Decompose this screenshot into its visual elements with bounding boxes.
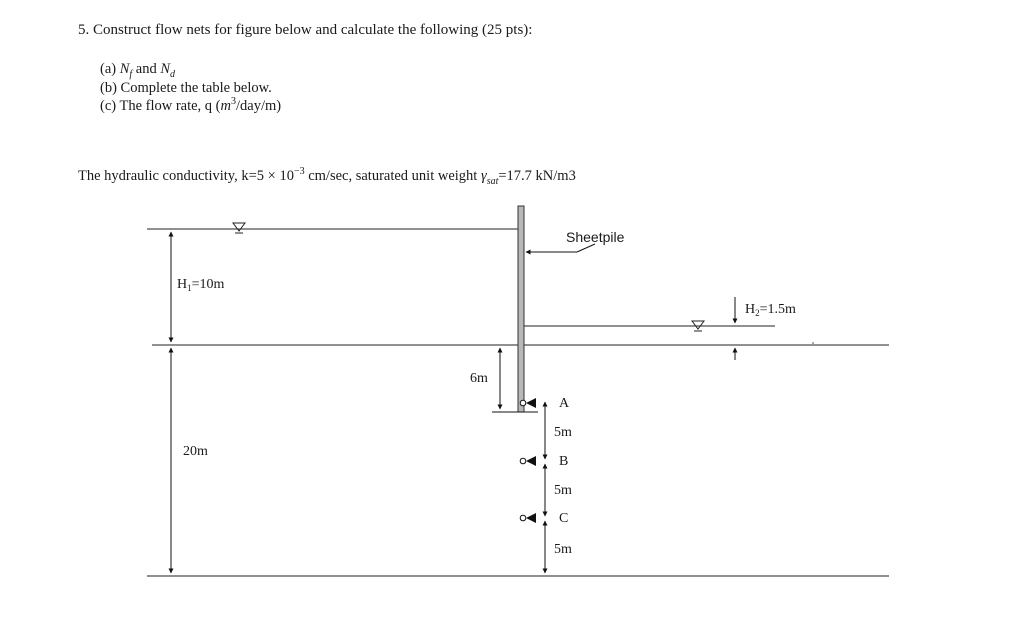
- embed-label: 6m: [470, 371, 488, 386]
- spacing-label-c-base: 5m: [554, 542, 572, 557]
- point-label-c: C: [559, 511, 569, 526]
- sheetpile-label: Sheetpile: [566, 229, 625, 245]
- point-label-a: A: [559, 396, 570, 411]
- question-title: 5. Construct flow nets for figure below and calculate the following (25 pts):: [78, 22, 533, 38]
- conductivity-statement: The hydraulic conductivity, $k=5 \times 10^{-3}$ cm/sec, saturated unit weight $\gamma_{sat}=17.7$ kN/m3: [78, 166, 576, 187]
- part-a: (a) $N_f$ and $N_d$: [100, 61, 176, 80]
- h1-label: $H_1=10m$: [177, 277, 225, 293]
- part-b: (b) Complete the table below.: [100, 79, 272, 96]
- point-marker-b: [520, 456, 536, 466]
- sheetpile: [518, 206, 524, 412]
- part-c: (c) The flow rate, q $(m^3/day/m)$: [100, 96, 282, 114]
- stray-dot: [812, 342, 814, 344]
- water-level-symbol-upstream: [233, 223, 245, 233]
- point-marker-c: [520, 513, 536, 523]
- h2-label: $H_2=1.5m$: [745, 302, 796, 318]
- depth-label: 20m: [183, 444, 208, 459]
- spacing-label-bc: 5m: [554, 483, 572, 498]
- point-label-b: B: [559, 454, 569, 469]
- sheetpile-leader-line: [577, 244, 595, 252]
- spacing-label-ab: 5m: [554, 425, 572, 440]
